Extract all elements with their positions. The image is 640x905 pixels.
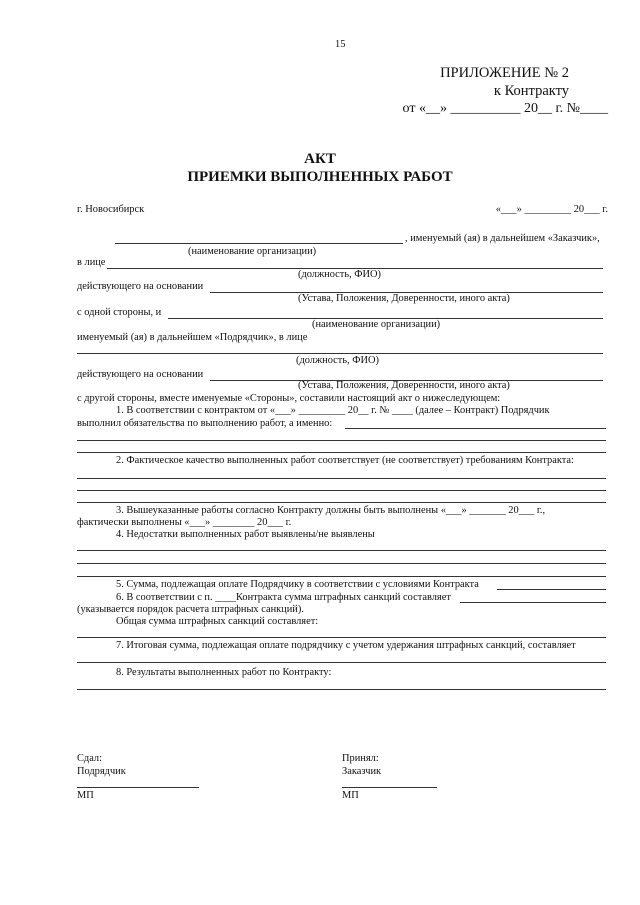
- contractor-stamp-label: МП: [77, 790, 94, 801]
- clause-1-line-1: 1. В соответствии с контрактом от «___» _________ 20__ г. № ____ (далее – Контракт) Подрядчик: [116, 405, 550, 416]
- clause-2-field-2[interactable]: [77, 490, 606, 491]
- clause-4-field-2[interactable]: [77, 563, 606, 564]
- act-subtitle: ПРИЕМКИ ВЫПОЛНЕННЫХ РАБОТ: [187, 169, 453, 185]
- other-side-text: с другой стороны, вместе именуемые «Стороны», составили настоящий акт о нижеследующем:: [77, 393, 501, 404]
- act-date-blank: «___» _________ 20___ г.: [495, 204, 608, 215]
- one-side-text: с одной стороны, и: [77, 307, 162, 318]
- basis-caption: (Устава, Положения, Доверенности, иного акта): [298, 293, 510, 304]
- clause-1-field-2[interactable]: [77, 440, 606, 441]
- annex-date-number: от «__» __________ 20__ г. №____: [402, 101, 608, 116]
- contractor-signature-field[interactable]: [77, 787, 199, 788]
- org-caption: (наименование организации): [188, 246, 317, 257]
- contractor-representative-field[interactable]: [77, 353, 603, 354]
- clause-4-field-1[interactable]: [77, 550, 606, 551]
- annex-to-contract: к Контракту: [493, 83, 569, 99]
- customer-signature-field[interactable]: [342, 787, 437, 788]
- org-caption-2: (наименование организации): [312, 319, 441, 330]
- clause-4-text: 4. Недостатки выполненных работ выявлены/не выявлены: [116, 529, 375, 540]
- customer-role-label: Заказчик: [342, 766, 382, 777]
- clause-6-line-3: Общая сумма штрафных санкций составляет:: [116, 616, 319, 627]
- annex-title: ПРИЛОЖЕНИЕ № 2: [440, 65, 569, 81]
- clause-2-field-3[interactable]: [77, 502, 606, 503]
- act-title: АКТ: [304, 151, 336, 167]
- clause-3-line-1: 3. Вышеуказанные работы согласно Контракту должны быть выполнены «___» _______ 20___ г.,: [116, 505, 546, 516]
- position-caption-2: (должность, ФИО): [296, 355, 379, 366]
- customer-stamp-label: МП: [342, 790, 359, 801]
- clause-6-field[interactable]: [460, 602, 606, 603]
- customer-named-text: , именуемый (ая) в дальнейшем «Заказчик»,: [405, 233, 600, 244]
- clause-1-field-1[interactable]: [345, 428, 606, 429]
- clause-8-field[interactable]: [77, 689, 606, 690]
- clause-3-line-2: фактически выполнены «___» ________ 20___ г.: [77, 517, 292, 528]
- basis-caption-2: (Устава, Положения, Доверенности, иного акта): [298, 380, 510, 391]
- place-city: г. Новосибирск: [77, 204, 145, 215]
- in-person-label: в лице: [77, 257, 106, 268]
- acting-basis-label-2: действующего на основании: [77, 369, 204, 380]
- clause-6-line-2: (указывается порядок расчета штрафных санкций).: [77, 604, 304, 615]
- clause-7-field[interactable]: [77, 662, 606, 663]
- customer-org-field[interactable]: [115, 243, 403, 244]
- clause-2-field-1[interactable]: [77, 478, 606, 479]
- clause-8-text: 8. Результаты выполненных работ по Контракту:: [116, 667, 332, 678]
- clause-4-field-3[interactable]: [77, 576, 606, 577]
- contractor-role-label: Подрядчик: [77, 766, 126, 777]
- contractor-named-text: именуемый (ая) в дальнейшем «Подрядчик», в лице: [77, 332, 308, 343]
- position-caption: (должность, ФИО): [298, 269, 381, 280]
- page-number: 15: [335, 39, 346, 50]
- accepted-label: Принял:: [342, 753, 379, 764]
- clause-5-sum-field[interactable]: [497, 589, 606, 590]
- clause-7-text: 7. Итоговая сумма, подлежащая оплате подрядчику с учетом удержания штрафных санкций, составляет: [116, 640, 576, 651]
- clause-6-line-1: 6. В соответствии с п. ____Контракта сумма штрафных санкций составляет: [116, 592, 451, 603]
- clause-2-text: 2. Фактическое качество выполненных работ соответствует (не соответствует) требованиям Контракта:: [116, 455, 574, 466]
- handed-over-label: Сдал:: [77, 753, 102, 764]
- clause-5-text: 5. Сумма, подлежащая оплате Подрядчику в соответствии с условиями Контракта: [116, 579, 479, 590]
- clause-6-total-field[interactable]: [77, 637, 606, 638]
- clause-1-field-3[interactable]: [77, 452, 606, 453]
- acting-basis-label: действующего на основании: [77, 281, 204, 292]
- clause-1-line-2: выполнил обязательства по выполнению работ, а именно:: [77, 418, 333, 429]
